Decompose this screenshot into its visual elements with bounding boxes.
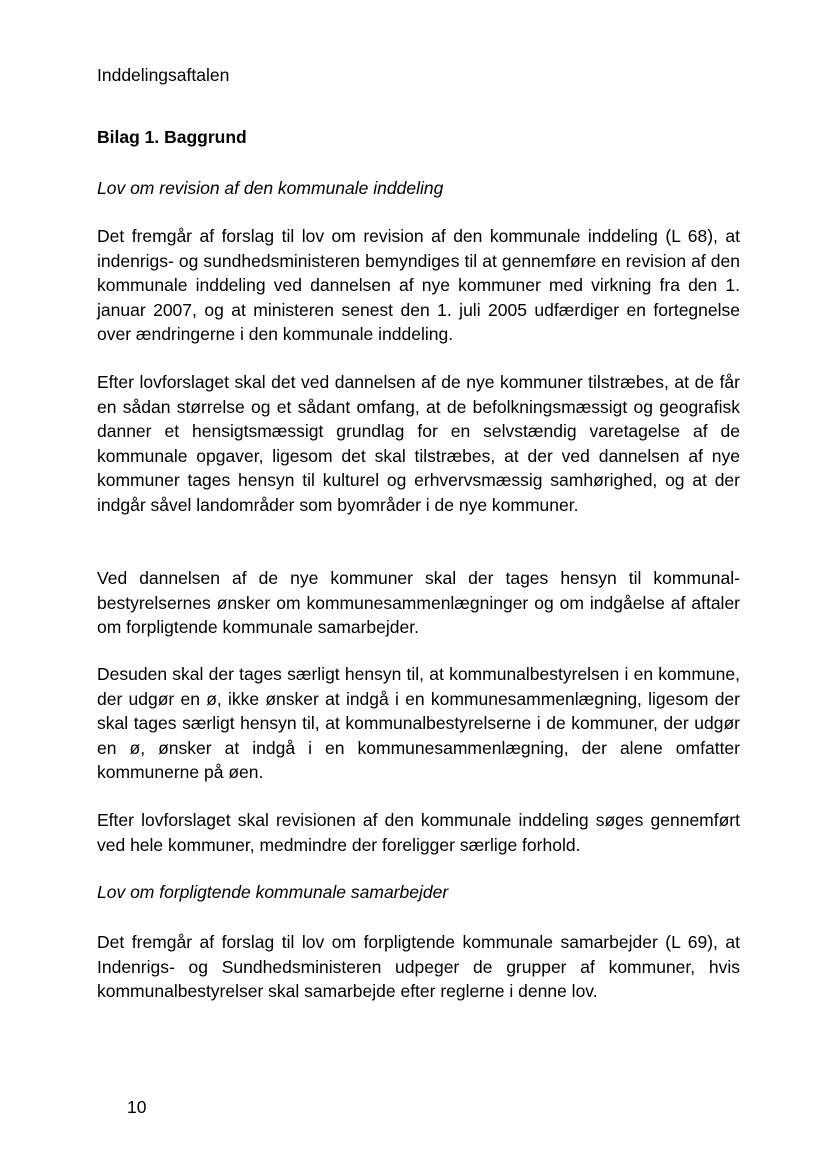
paragraph: Det fremgår af forslag til lov om revision af den kommunale inddeling (L 68), at indenrigs- og sundhedsministeren bemyndiges til at gennemføre en revision af den kommunale inddeling ved dannelsen af nye kommuner med virkning fra den 1. januar 2007, og at ministeren senest den 1. juli 2005 udfærdiger en fortegnelse over ændringerne i den kommunale inddeling. bbox=[97, 226, 740, 345]
paragraph: Desuden skal der tages særligt hensyn til, at kommunalbestyrelsen i en kommune, der udgør en ø, ikke ønsker at indgå i en kommunesammenlægning, ligesom der skal tages særligt hensyn til, at kommunalbestyrelserne i de kommuner, der udgør en ø, ønsker at indgå i en kommunesammenlægning, der alene omfatter kommunerne på øen. bbox=[97, 664, 740, 783]
running-header: Inddelingsaftalen bbox=[97, 65, 230, 85]
subsection-title: Lov om forpligtende kommunale samarbejder bbox=[97, 882, 449, 902]
paragraph: Det fremgår af forslag til lov om forpligtende kommunale samarbejder (L 69), at Indenrigs- og Sundhedsministeren udpeger de grupper af kommuner, hvis kommunalbestyrelser skal samarbejde efter reglerne i denne lov. bbox=[97, 932, 740, 1002]
subsection-title: Lov om revision af den kommunale inddeling bbox=[97, 178, 444, 198]
page-number: 10 bbox=[127, 1097, 147, 1117]
section-title: Bilag 1. Baggrund bbox=[97, 127, 247, 147]
paragraph: Ved dannelsen af de nye kommuner skal der tages hensyn til kommunalbestyrelsernes ønsker om kommunesammenlægninger og om indgåelse af aftaler om forpligtende kommunale samarbejder. bbox=[97, 568, 740, 638]
paragraph: Efter lovforslaget skal revisionen af den kommunale inddeling søges gennemført ved hele kommuner, medmindre der foreligger særlige forhold. bbox=[97, 810, 740, 855]
paragraph: Efter lovforslaget skal det ved dannelsen af de nye kommuner tilstræbes, at de får en sådan størrelse og et sådant omfang, at de befolkningsmæssigt og geografisk danner et hensigtsmæssigt grundlag for en selvstændig varetagelse af de kommunale opgaver, ligesom det skal tilstræbes, at der ved dannelsen af nye kommuner tages hensyn til kulturel og erhvervsmæssig samhørighed, og at der indgår såvel landområder som byområder i de nye kommuner. bbox=[97, 372, 740, 515]
